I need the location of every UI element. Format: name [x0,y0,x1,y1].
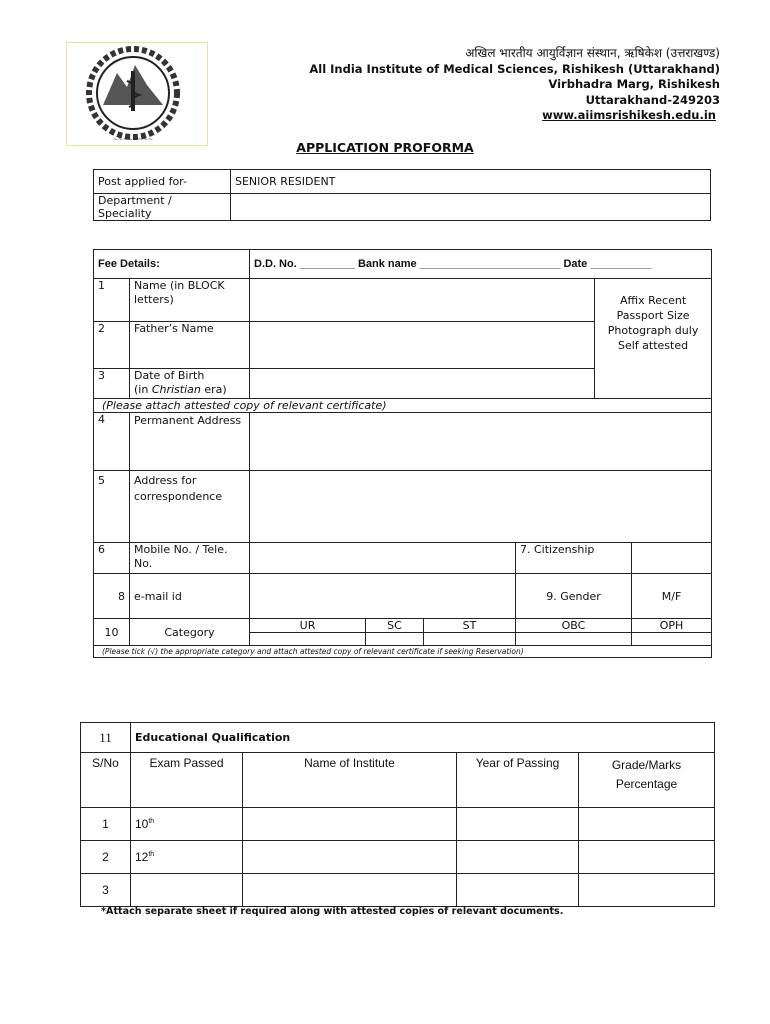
education-heading: Educational Qualification [131,723,715,753]
father-name-field[interactable] [250,322,595,369]
edu-year-field[interactable] [457,841,579,874]
row-number: 5 [94,471,130,543]
edu-exam-field[interactable] [131,874,243,907]
department-label: Department / Speciality [94,194,231,221]
edu-grade-field[interactable] [579,874,715,907]
category-ur-tick[interactable] [250,633,366,646]
row-number: 8 [94,574,130,619]
main-form-table [93,249,712,658]
website-link[interactable]: www.aiimsrishikesh.edu.in [542,108,716,122]
department-field[interactable] [231,194,711,221]
row-number: 6 [94,543,130,574]
hindi-institute-name: अखिल भारतीय आयुर्विज्ञान संस्थान, ऋषिकेश (उत्तराखण्ड) [465,46,720,60]
address-line-2: Uttarakhand-249203 [585,92,720,107]
mobile-label: Mobile No. / Tele. No. [130,543,250,574]
row-number: 1 [94,279,130,322]
father-name-label: Father’s Name [130,322,250,369]
citizenship-label: 7. Citizenship [516,543,632,574]
correspondence-address-field[interactable] [250,471,712,543]
email-label: e-mail id [130,574,250,619]
category-sc: SC [366,619,424,633]
edu-sno: 3 [81,874,131,907]
dob-field[interactable] [250,369,595,399]
row-number: 4 [94,413,130,471]
edu-institute-field[interactable] [243,874,457,907]
mobile-field[interactable] [250,543,516,574]
row-number: 3 [94,369,130,399]
dob-label: Date of Birth (in Christian era) [130,369,250,399]
post-value[interactable]: SENIOR RESIDENT [231,170,711,194]
name-label: Name (in BLOCK letters) [130,279,250,322]
edu-exam: 12th [131,841,243,874]
permanent-address-field[interactable] [250,413,712,471]
svg-text:~~~~~~~~: ~~~~~~~~ [112,136,154,143]
category-st: ST [424,619,516,633]
post-label: Post applied for- [94,170,231,194]
edu-institute-field[interactable] [243,808,457,841]
footnote: *Attach separate sheet if required along with attested copies of relevant documents. [101,906,564,917]
aiims-emblem-icon [67,43,207,145]
citizenship-field[interactable] [632,543,712,574]
edu-year-field[interactable] [457,808,579,841]
gender-label: 9. Gender [516,574,632,619]
category-note: (Please tick (√) the appropriate category and attach attested copy of relevant certificate if seeking Reservation) [94,646,712,658]
header-year: Year of Passing [457,753,579,808]
row-number: 10 [94,619,130,646]
page-title: APPLICATION PROFORMA [296,140,474,155]
permanent-address-label: Permanent Address [130,413,250,471]
header-institute: Name of Institute [243,753,457,808]
post-table [93,169,711,221]
category-oph-tick[interactable] [632,633,712,646]
category-sc-tick[interactable] [366,633,424,646]
category-st-tick[interactable] [424,633,516,646]
name-field[interactable] [250,279,595,322]
category-ur: UR [250,619,366,633]
header-exam: Exam Passed [131,753,243,808]
fee-label: Fee Details: [94,250,250,279]
email-field[interactable] [250,574,516,619]
category-obc: OBC [516,619,632,633]
dob-note: (Please attach attested copy of relevant certificate) [94,399,712,413]
correspondence-address-label: Address for correspondence [130,471,250,543]
row-number: 2 [94,322,130,369]
address-line-1: Virbhadra Marg, Rishikesh [548,77,720,91]
edu-institute-field[interactable] [243,841,457,874]
category-label: Category [130,619,250,646]
category-oph: OPH [632,619,712,633]
edu-sno: 2 [81,841,131,874]
edu-exam: 10th [131,808,243,841]
section-number: 11 [81,723,131,753]
header-grade: Grade/Marks Percentage [579,753,715,808]
gender-value[interactable]: M/F [632,574,712,619]
fee-details-line[interactable]: D.D. No. _________ Bank name _______________________ Date __________ [250,250,712,279]
edu-sno: 1 [81,808,131,841]
header-sno: S/No [81,753,131,808]
edu-grade-field[interactable] [579,808,715,841]
category-obc-tick[interactable] [516,633,632,646]
photo-box: Affix Recent Passport Size Photograph duly Self attested [595,279,712,399]
edu-grade-field[interactable] [579,841,715,874]
institute-name: All India Institute of Medical Sciences, Rishikesh (Uttarakhand) [309,61,720,76]
education-table [80,722,715,907]
institute-header [309,46,720,124]
institute-logo [66,42,208,146]
edu-year-field[interactable] [457,874,579,907]
